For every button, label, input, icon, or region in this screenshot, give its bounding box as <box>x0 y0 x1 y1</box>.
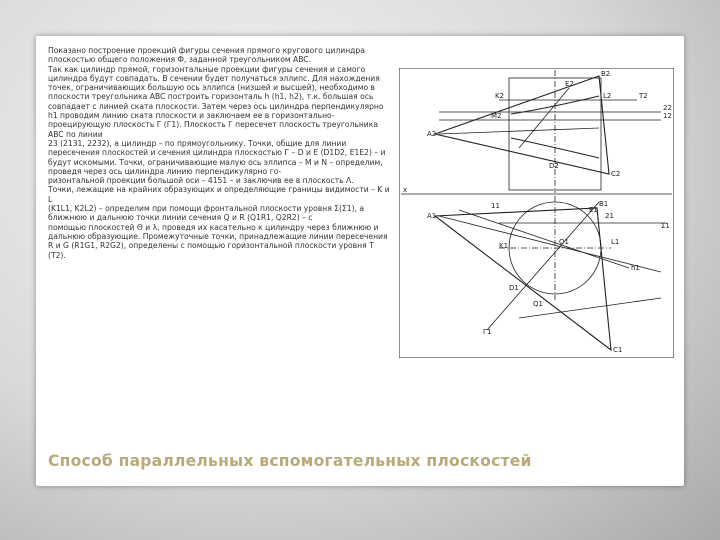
label-x: x <box>403 186 408 194</box>
label-m2: M2 <box>491 112 502 120</box>
label-q1: Q1 <box>533 300 543 308</box>
geometry-figure <box>399 68 674 358</box>
body-text: Показано построение проекций фигуры сечения прямого кругового цилиндра плоскостью общего положения Ф, заданной треугольником ABC. Так как цилиндр прямой, горизонтальные проекции фигуры сечения и самого цилиндра будут совпадать. В сечении будет получаться эллипс. Для нахождения точек, ограничивающих большую ось эллипса (низшей и высшей), необходимо в плоскости треугольника ABC построить горизонталь h (h1, h2), т.к. большая ось совпадает с линией ската плоскости. Затем через ось цилиндра перпендикулярно h1 проводим линию ската плоскости и заключаем ее в горизонтально-проецирующую плоскость Г (Г1). Плоскость Г пересечет плоскость треугольника ABC по линии 23 (2131, 2232), а цилиндр – по прямоугольнику. Точки, общие для линии пересечения плоскостей и сечения цилиндра плоскостью Г – D и E (D1D2, E1E2) – и будут искомыми. Точки, ограничивающие малую ось эллипса – M и N – определим, проведя через ось цилиндра линию перпендикулярно го- ризонтальной проекции большой оси – 4151 – и заключив ее в плоскость Λ. Точки, лежащие на крайних образующих и определяющие границы видимости – K и L (K1L1, K2L2) – определим при помощи фронтальной плоскости уровня Σ(Σ1), а ближнюю и дальнюю точки линии сечения Q и R (Q1R1, Q2R2) – с помощью плоскостей Θ и λ, проведя их касательно к цилиндру через ближнюю и дальнюю образующие. Промежуточные точки, принадлежащие линии пересечения R и G (R1G1, R2G2), определены с помощью горизонтальной плоскости уровня T (T2). <box>48 46 390 260</box>
triangle-top <box>435 208 611 350</box>
label-n21: 21 <box>605 212 614 220</box>
label-s1: Σ1 <box>661 222 670 230</box>
label-c2: C2 <box>611 170 621 178</box>
figure-frame <box>399 68 674 358</box>
label-g1: Г1 <box>483 328 492 336</box>
triangle-front <box>435 76 612 174</box>
label-a1: A1 <box>427 212 437 220</box>
label-c1: C1 <box>613 346 623 354</box>
plane-gamma-trace <box>487 202 599 330</box>
label-h1: h1 <box>631 264 640 272</box>
label-e2: E2 <box>565 80 574 88</box>
label-e1: E1 <box>589 206 598 214</box>
label-l2: L2 <box>603 92 612 100</box>
label-b1: B1 <box>599 200 609 208</box>
label-k2: K2 <box>495 92 505 100</box>
slide-title: Способ параллельных вспомогательных плоскостей <box>48 452 532 470</box>
frontal-projection <box>435 70 661 193</box>
horizontal-projection <box>435 196 667 350</box>
label-n22: 22 <box>663 104 672 112</box>
horizontal-h2 <box>439 128 599 134</box>
label-d1: D1 <box>509 284 519 292</box>
steepest-line-front <box>519 88 569 148</box>
label-a2: A2 <box>427 130 437 138</box>
label-o1: O1 <box>559 238 569 246</box>
label-k1: K1 <box>499 242 509 250</box>
horizontal-h1 <box>459 210 629 268</box>
label-n12: 12 <box>663 112 672 120</box>
label-b2: B2 <box>601 70 611 78</box>
label-n11: 11 <box>491 202 500 210</box>
label-l1: L1 <box>611 238 620 246</box>
label-d2: D2 <box>549 162 559 170</box>
label-t2: T2 <box>639 92 648 100</box>
